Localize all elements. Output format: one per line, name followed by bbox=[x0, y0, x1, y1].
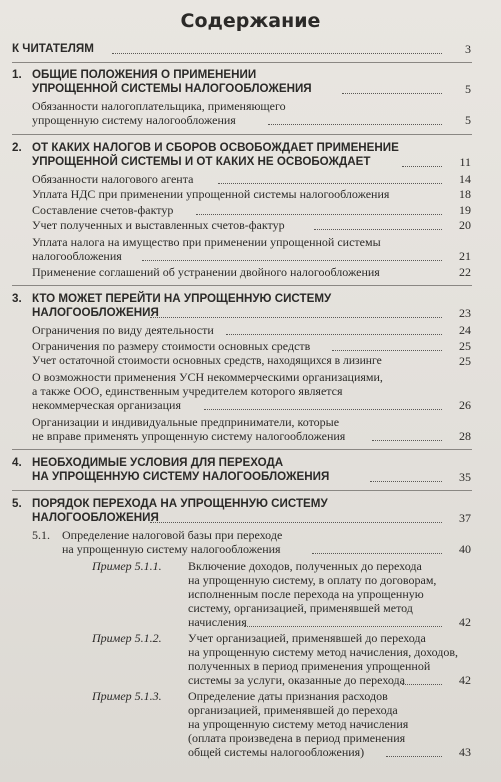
section-number: 1. bbox=[12, 68, 22, 81]
page-number: 14 bbox=[459, 172, 471, 186]
section-title-line[interactable]: НЕОБХОДИМЫЕ УСЛОВИЯ ДЛЯ ПЕРЕХОДА bbox=[32, 456, 284, 469]
divider bbox=[12, 134, 472, 135]
page-number: 5 bbox=[465, 82, 471, 96]
page-number: 37 bbox=[459, 511, 471, 525]
toc-item-line[interactable]: налогообложения bbox=[32, 249, 122, 263]
leader-dots bbox=[332, 350, 442, 351]
toc-entry-to-reader[interactable]: К ЧИТАТЕЛЯМ bbox=[12, 42, 94, 55]
example-label: Пример 5.1.1. bbox=[92, 559, 162, 573]
leader-dots bbox=[150, 317, 442, 318]
page-number: 42 bbox=[459, 673, 471, 687]
leader-dots bbox=[386, 756, 442, 757]
page-number: 25 bbox=[459, 354, 471, 368]
page-number: 40 bbox=[459, 542, 471, 556]
leader-dots bbox=[342, 93, 442, 94]
section-title-line[interactable]: УПРОЩЕННОЙ СИСТЕМЫ НАЛОГООБЛОЖЕНИЯ bbox=[32, 82, 312, 95]
leader-dots bbox=[314, 229, 442, 230]
example-title-line[interactable]: Определение даты признания расходов bbox=[188, 689, 388, 703]
section-number: 5. bbox=[12, 497, 22, 510]
divider bbox=[12, 285, 472, 286]
leader-dots bbox=[150, 522, 442, 523]
page-number: 22 bbox=[459, 265, 471, 279]
toc-item-line[interactable]: упрощенную систему налогообложения bbox=[32, 113, 236, 127]
page-number: 23 bbox=[459, 306, 471, 320]
leader-dots bbox=[204, 409, 442, 410]
leader-dots bbox=[402, 684, 442, 685]
section-title-line[interactable]: ОБЩИЕ ПОЛОЖЕНИЯ О ПРИМЕНЕНИИ bbox=[32, 68, 257, 81]
example-title-line[interactable]: полученных в период применения упрощенной bbox=[188, 659, 431, 673]
example-title-line[interactable]: на упрощенную систему, в оплату по договорам, bbox=[188, 573, 437, 587]
page-number: 21 bbox=[459, 249, 471, 263]
example-title-line[interactable]: Учет организацией, применявшей до перехода bbox=[188, 631, 426, 645]
example-title-line[interactable]: (оплата произведена в период применения bbox=[188, 731, 406, 745]
leader-dots bbox=[268, 124, 442, 125]
subsection-title-line[interactable]: на упрощенную систему налогообложения bbox=[62, 542, 281, 556]
section-title-line[interactable]: НА УПРОЩЕННУЮ СИСТЕМУ НАЛОГООБЛОЖЕНИЯ bbox=[32, 470, 330, 483]
toc-item-line[interactable]: а также ООО, единственным учредителем которого является bbox=[32, 384, 343, 398]
toc-item-line[interactable]: О возможности применения УСН некоммерческими организациями, bbox=[32, 370, 383, 384]
page-number: 35 bbox=[459, 470, 471, 484]
leader-dots bbox=[244, 626, 442, 627]
example-title-line[interactable]: начисления bbox=[188, 615, 247, 629]
example-title-line[interactable]: Включение доходов, полученных до перехода bbox=[188, 559, 422, 573]
example-title-line[interactable]: на упрощенную систему метод начисления, доходов, bbox=[188, 645, 459, 659]
leader-dots bbox=[372, 440, 442, 441]
example-title-line[interactable]: исполненным после перехода на упрощенную bbox=[188, 587, 424, 601]
section-number: 4. bbox=[12, 456, 22, 469]
example-label: Пример 5.1.3. bbox=[92, 689, 162, 703]
toc-item-line[interactable]: Обязанности налогоплательщика, применяющего bbox=[32, 99, 286, 113]
leader-dots bbox=[112, 53, 442, 54]
example-title-line[interactable]: на упрощенную систему метод начисления bbox=[188, 717, 409, 731]
divider bbox=[12, 490, 472, 491]
section-number: 2. bbox=[12, 141, 22, 154]
toc-item-line[interactable]: Применение соглашений об устранении двойного налогообложения bbox=[32, 265, 380, 279]
page-title: Содержание bbox=[180, 10, 321, 32]
page-number: 24 bbox=[459, 323, 471, 337]
toc-item-line[interactable]: Ограничения по размеру стоимости основных средств bbox=[32, 339, 311, 353]
toc-item-line[interactable]: некоммерческая организация bbox=[32, 398, 181, 412]
toc-item-line[interactable]: Организации и индивидуальные предприниматели, которые bbox=[32, 415, 340, 429]
page-number: 3 bbox=[465, 42, 471, 56]
page-number: 18 bbox=[459, 187, 471, 201]
toc-item-line[interactable]: Составление счетов-фактур bbox=[32, 203, 174, 217]
leader-dots bbox=[196, 214, 442, 215]
toc-item-line[interactable]: Учет полученных и выставленных счетов-фактур bbox=[32, 218, 285, 232]
toc-item-line[interactable]: Учет остаточной стоимости основных средств, находящихся в лизинге bbox=[32, 354, 382, 367]
leader-dots bbox=[142, 260, 442, 261]
leader-dots bbox=[402, 166, 442, 167]
example-label: Пример 5.1.2. bbox=[92, 631, 162, 645]
divider bbox=[12, 449, 472, 450]
subsection-title-line[interactable]: Определение налоговой базы при переходе bbox=[62, 528, 283, 542]
example-title-line[interactable]: общей системы налогообложения) bbox=[188, 745, 365, 759]
leader-dots bbox=[226, 334, 442, 335]
section-title-line[interactable]: НАЛОГООБЛОЖЕНИЯ bbox=[32, 306, 159, 319]
toc-item-line[interactable]: Уплата налога на имущество при применении упрощенной системы bbox=[32, 235, 381, 249]
page-number: 19 bbox=[459, 203, 471, 217]
page-number: 20 bbox=[459, 218, 471, 232]
toc-item-line[interactable]: Уплата НДС при применении упрощенной системы налогообложения bbox=[32, 187, 390, 201]
page-number: 28 bbox=[459, 429, 471, 443]
page-number: 26 bbox=[459, 398, 471, 412]
example-title-line[interactable]: системы за услуги, оказанные до перехода bbox=[188, 673, 405, 687]
leader-dots bbox=[370, 481, 442, 482]
leader-dots bbox=[312, 553, 442, 554]
divider bbox=[12, 62, 472, 63]
section-title-line[interactable]: УПРОЩЕННОЙ СИСТЕМЫ И ОТ КАКИХ НЕ ОСВОБОЖДАЕТ bbox=[32, 155, 371, 168]
section-title-line[interactable]: ПОРЯДОК ПЕРЕХОДА НА УПРОЩЕННУЮ СИСТЕМУ bbox=[32, 497, 328, 510]
page-number: 42 bbox=[459, 615, 471, 629]
toc-item-line[interactable]: Обязанности налогового агента bbox=[32, 172, 194, 186]
page-number: 43 bbox=[459, 745, 471, 759]
section-title-line[interactable]: КТО МОЖЕТ ПЕРЕЙТИ НА УПРОЩЕННУЮ СИСТЕМУ bbox=[32, 292, 332, 305]
leader-dots bbox=[218, 183, 442, 184]
subsection-number: 5.1. bbox=[32, 528, 50, 542]
toc-item-line[interactable]: не вправе применять упрощенную систему налогообложения bbox=[32, 429, 346, 443]
example-title-line[interactable]: организацией, применявшей до перехода bbox=[188, 703, 398, 717]
page-number: 11 bbox=[459, 155, 471, 169]
toc-item-line[interactable]: Ограничения по виду деятельности bbox=[32, 323, 214, 337]
example-title-line[interactable]: систему, организацией, применявшей метод bbox=[188, 601, 413, 615]
section-title-line[interactable]: НАЛОГООБЛОЖЕНИЯ bbox=[32, 511, 159, 524]
page-number: 25 bbox=[459, 339, 471, 353]
section-number: 3. bbox=[12, 292, 22, 305]
section-title-line[interactable]: ОТ КАКИХ НАЛОГОВ И СБОРОВ ОСВОБОЖДАЕТ ПРИМЕНЕНИЕ bbox=[32, 141, 399, 154]
page-number: 5 bbox=[465, 113, 471, 127]
